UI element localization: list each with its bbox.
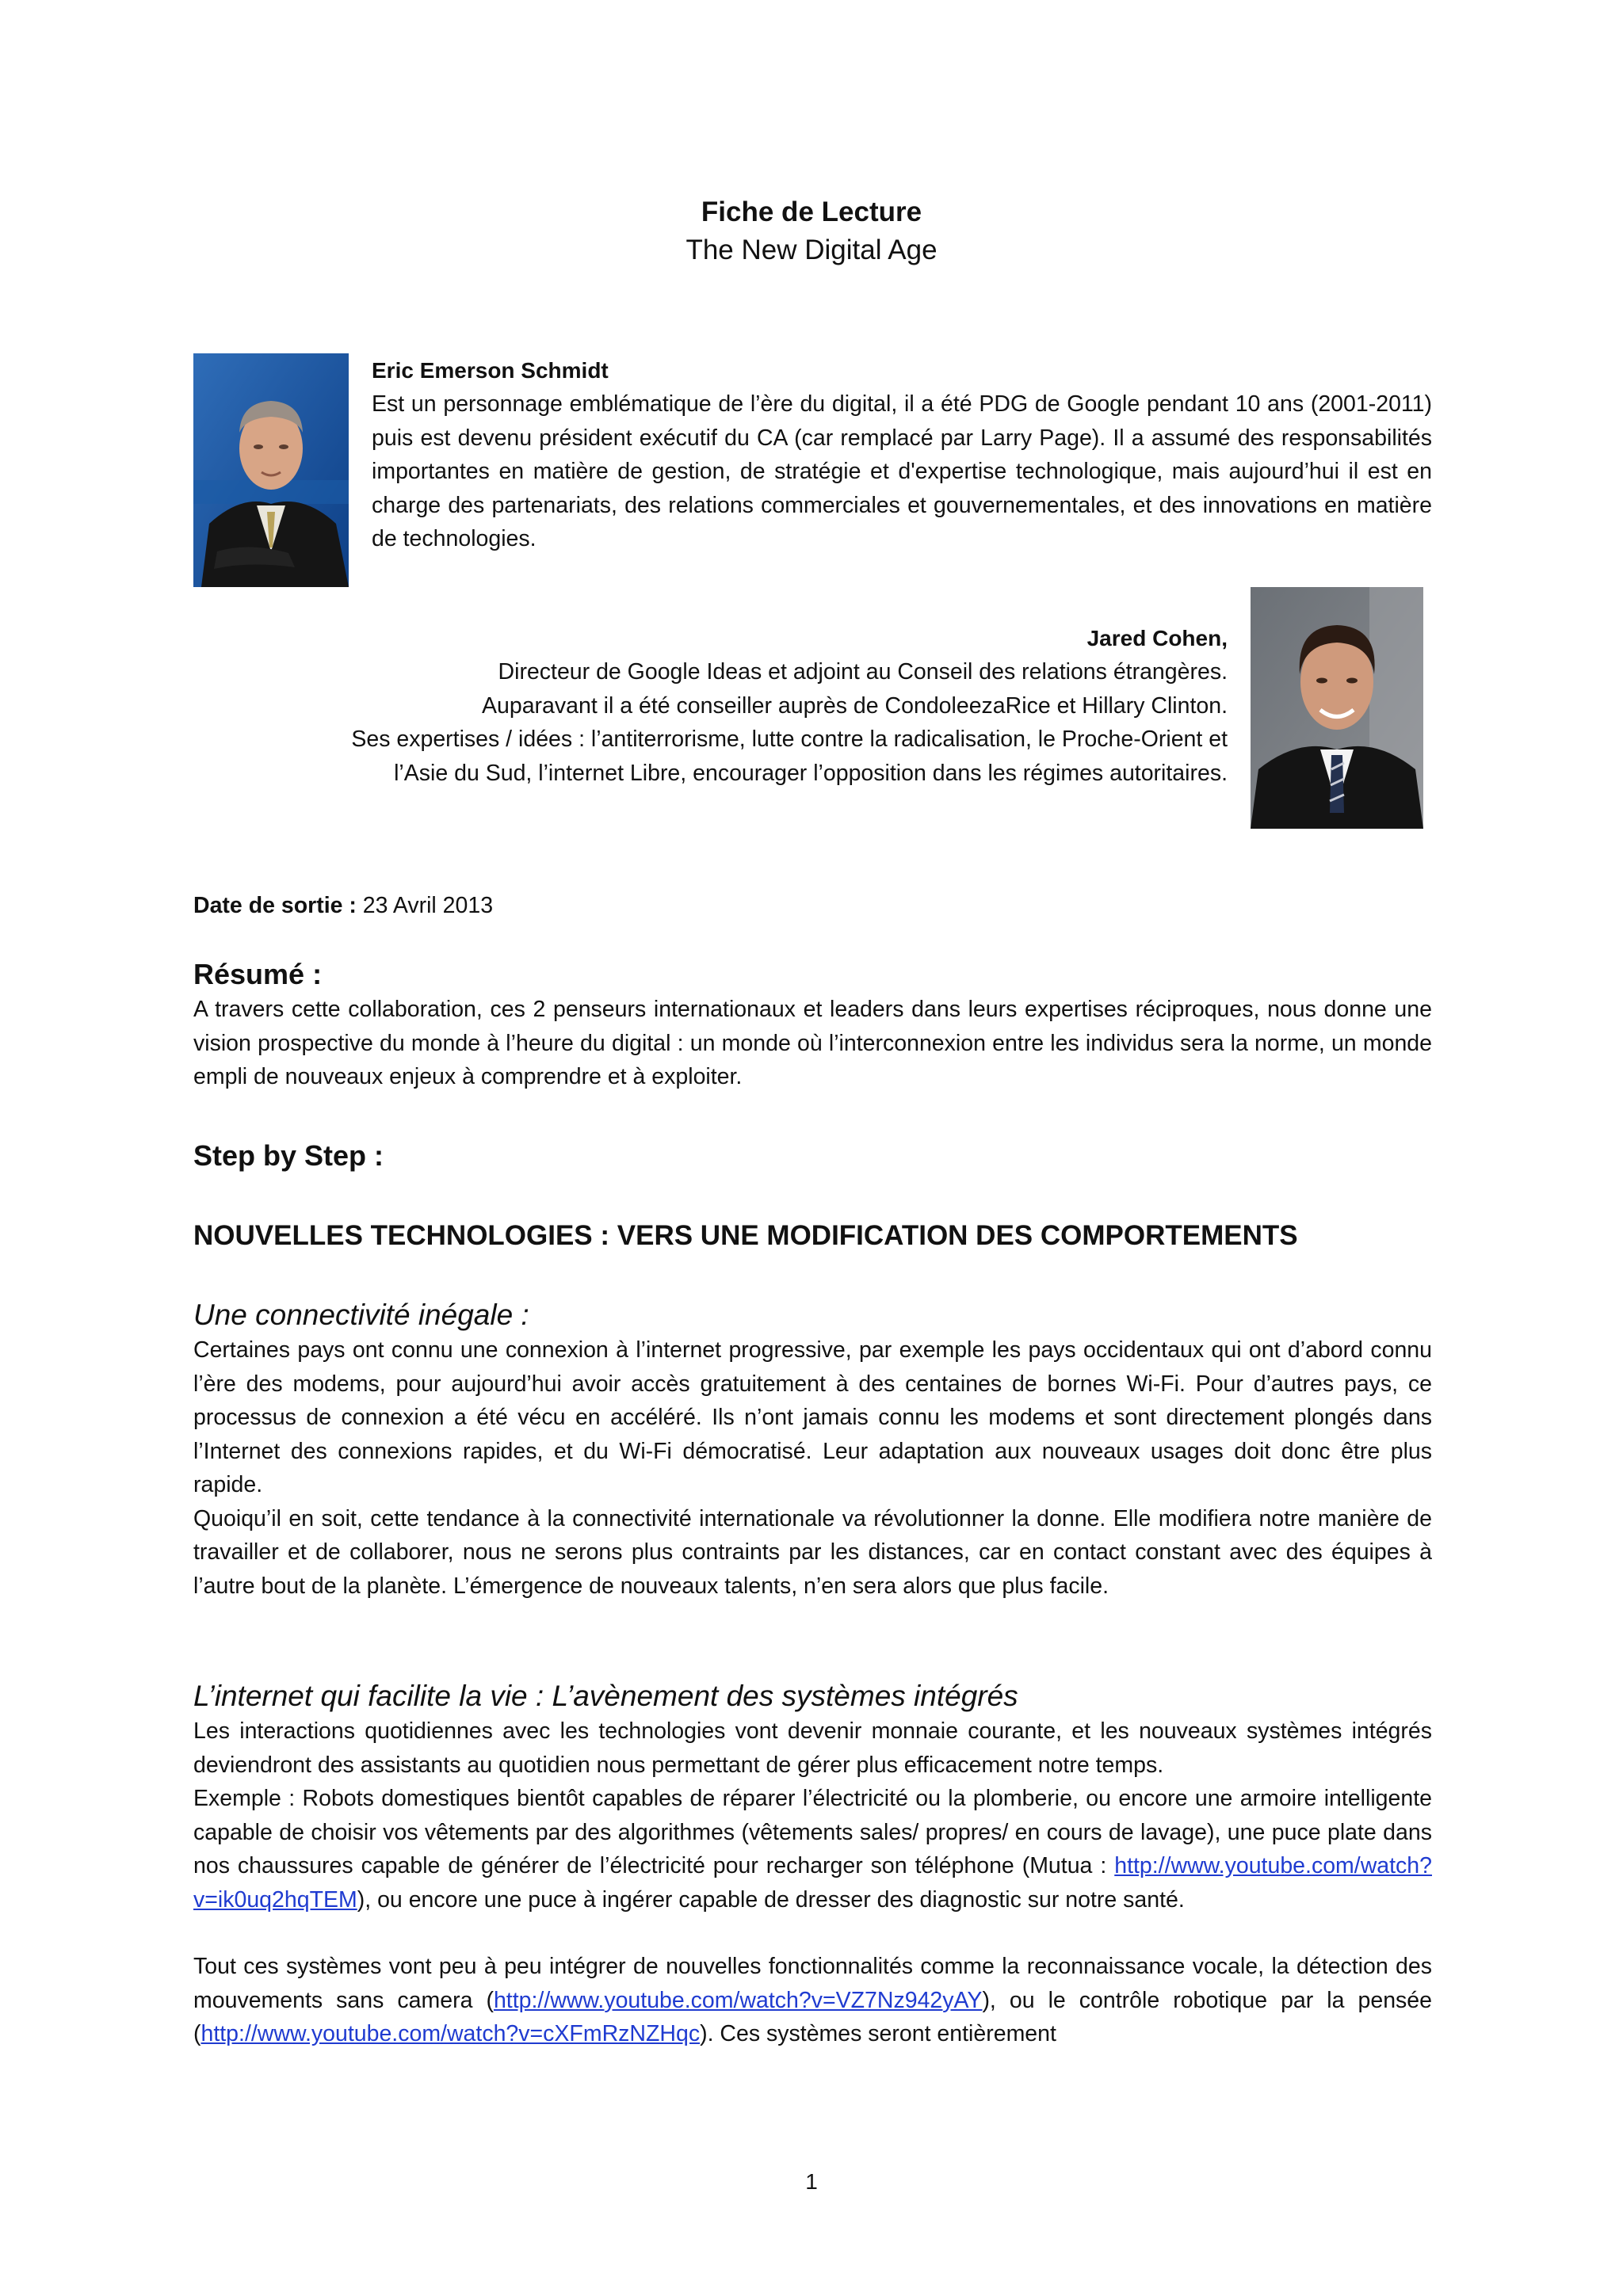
connectivite-heading: Une connectivité inégale : bbox=[193, 1299, 529, 1331]
youtube-link-thought-control[interactable]: http://www.youtube.com/watch?v=cXFmRzNZHqc bbox=[200, 2021, 701, 2046]
internet-paragraph-3-text-a: Tout ces systèmes vont peu à peu intégrer de nouvelles fonctionnalités comme la reconnaissance vocale, la détection des mouvements sans camera ( bbox=[193, 1954, 1432, 2013]
jared-cohen-line: Auparavant il a été conseiller auprès de CondoleezaRice et Hillary Clinton. bbox=[481, 692, 1228, 719]
jared-cohen-line: Directeur de Google Ideas et adjoint au Conseil des relations étrangères. bbox=[498, 659, 1228, 685]
connectivite-paragraph-1: Certaines pays ont connu une connexion à l’internet progressive, par exemple les pays occidentaux qui ont d’abord connu l’ère des modems, pour aujourd’hui avoir accès gratuitement à des centaines de bornes Wi-Fi. Pour d’autres pays, ce processus de connexion a été vécu en accéléré. Ils n’ont jamais connu les modems et sont directement plongés dans l’Internet des connexions rapides, et du Wi-Fi démocratisé. Leur adaptation aux nouveaux usages doit donc être plus rapide. bbox=[193, 1337, 1432, 1497]
jared-cohen-name: Jared Cohen, bbox=[1086, 626, 1228, 650]
internet-heading: L’internet qui facilite la vie : L’avènement des systèmes intégrés bbox=[193, 1680, 1018, 1712]
internet-paragraph-3 bbox=[193, 1950, 1432, 2051]
internet-paragraph-3-text-c: ). Ces systèmes seront entièrement bbox=[700, 2021, 1056, 2046]
internet-section bbox=[193, 1678, 1432, 2051]
part-title: NOUVELLES TECHNOLOGIES : VERS UNE MODIFICATION DES COMPORTEMENTS bbox=[193, 1220, 1298, 1251]
step-by-step-heading-wrap bbox=[193, 1138, 1432, 1174]
jared-cohen-line: l’Asie du Sud, l’internet Libre, encourager l’opposition dans les régimes autoritaires. bbox=[394, 760, 1228, 786]
resume-text: A travers cette collaboration, ces 2 penseurs internationaux et leaders dans leurs expertises réciproques, nous donne une vision prospective du monde à l’heure du digital : un monde où l’interconnexion entre les individus sera la norme, un monde empli de nouveaux enjeux à comprendre et à exploiter. bbox=[193, 997, 1432, 1089]
internet-paragraph-2 bbox=[193, 1782, 1432, 1917]
connectivite-section bbox=[193, 1297, 1432, 1603]
step-by-step-heading: Step by Step : bbox=[193, 1139, 384, 1172]
youtube-link-mutua[interactable]: http://www.youtube.com/watch?v=ik0uq2hqTEM bbox=[193, 1853, 1432, 1913]
youtube-link-motion-detection[interactable]: http://www.youtube.com/watch?v=VZ7Nz942yAY bbox=[493, 1987, 983, 2013]
resume-section bbox=[193, 956, 1432, 1094]
jared-cohen-line: Ses expertises / idées : l’antiterrorisme, lutte contre la radicalisation, le Proche-Orient et bbox=[351, 727, 1228, 752]
release-date bbox=[193, 889, 1432, 923]
release-date-label: Date de sortie : bbox=[193, 893, 357, 918]
part-title-wrap bbox=[193, 1218, 1432, 1254]
eric-schmidt-photo bbox=[193, 353, 349, 587]
release-date-value: 23 Avril 2013 bbox=[356, 893, 494, 918]
page-number: 1 bbox=[805, 2169, 818, 2194]
jared-cohen-bio-block bbox=[193, 622, 1228, 790]
jared-cohen-photo bbox=[1251, 587, 1423, 829]
internet-paragraph-2-text-a: Exemple : Robots domestiques bientôt capables de réparer l’électricité ou la plomberie, ou encore une armoire intelligente capable de choisir vos vêtements par des algorithmes (vêtements sales/ propres/ en cours de lavage), une puce plate dans nos chaussures capable de générer de l’électricité pour recharger son téléphone (Mutua : bbox=[193, 1786, 1432, 1878]
internet-paragraph-2-text-b: ), ou encore une puce à ingérer capable de dresser des diagnostic sur notre santé. bbox=[357, 1886, 1185, 1913]
internet-paragraph-1: Les interactions quotidiennes avec les technologies vont devenir monnaie courante, et les nouveaux systèmes intégrés deviendront des assistants au quotidien nous permettant de gérer plus efficacement notre temps. bbox=[193, 1718, 1432, 1778]
eric-schmidt-name: Eric Emerson Schmidt bbox=[372, 358, 609, 383]
resume-heading: Résumé : bbox=[193, 958, 323, 990]
eric-schmidt-bio-block bbox=[372, 354, 1432, 556]
document-title: Fiche de Lecture bbox=[701, 196, 922, 227]
connectivite-paragraph-2: Quoiqu’il en soit, cette tendance à la connectivité internationale va révolutionner la donne. Elle modifiera notre manière de travailler et de collaborer, nous ne serons plus contraints par les distances, car en contact constant avec des équipes à l’autre bout de la planète. L’émergence de nouveaux talents, n’en sera alors que plus facile. bbox=[193, 1505, 1432, 1599]
document-subtitle: The New Digital Age bbox=[685, 235, 938, 265]
internet-paragraph-3-text-b: ), ou le contrôle robotique par la pensée ( bbox=[193, 1987, 1432, 2046]
eric-schmidt-bio: Est un personnage emblématique de l’ère du digital, il a été PDG de Google pendant 10 ans (2001-2011) puis est devenu président exécutif du CA (car remplacé par Larry Page). Il a assumé des responsabilités importantes en matière de gestion, de stratégie et d'expertise technologique, mais aujourd’hui il est en charge des partenariats, des relations commerciales et gouvernementales, et des innovations en matière de technologies. bbox=[372, 391, 1432, 551]
